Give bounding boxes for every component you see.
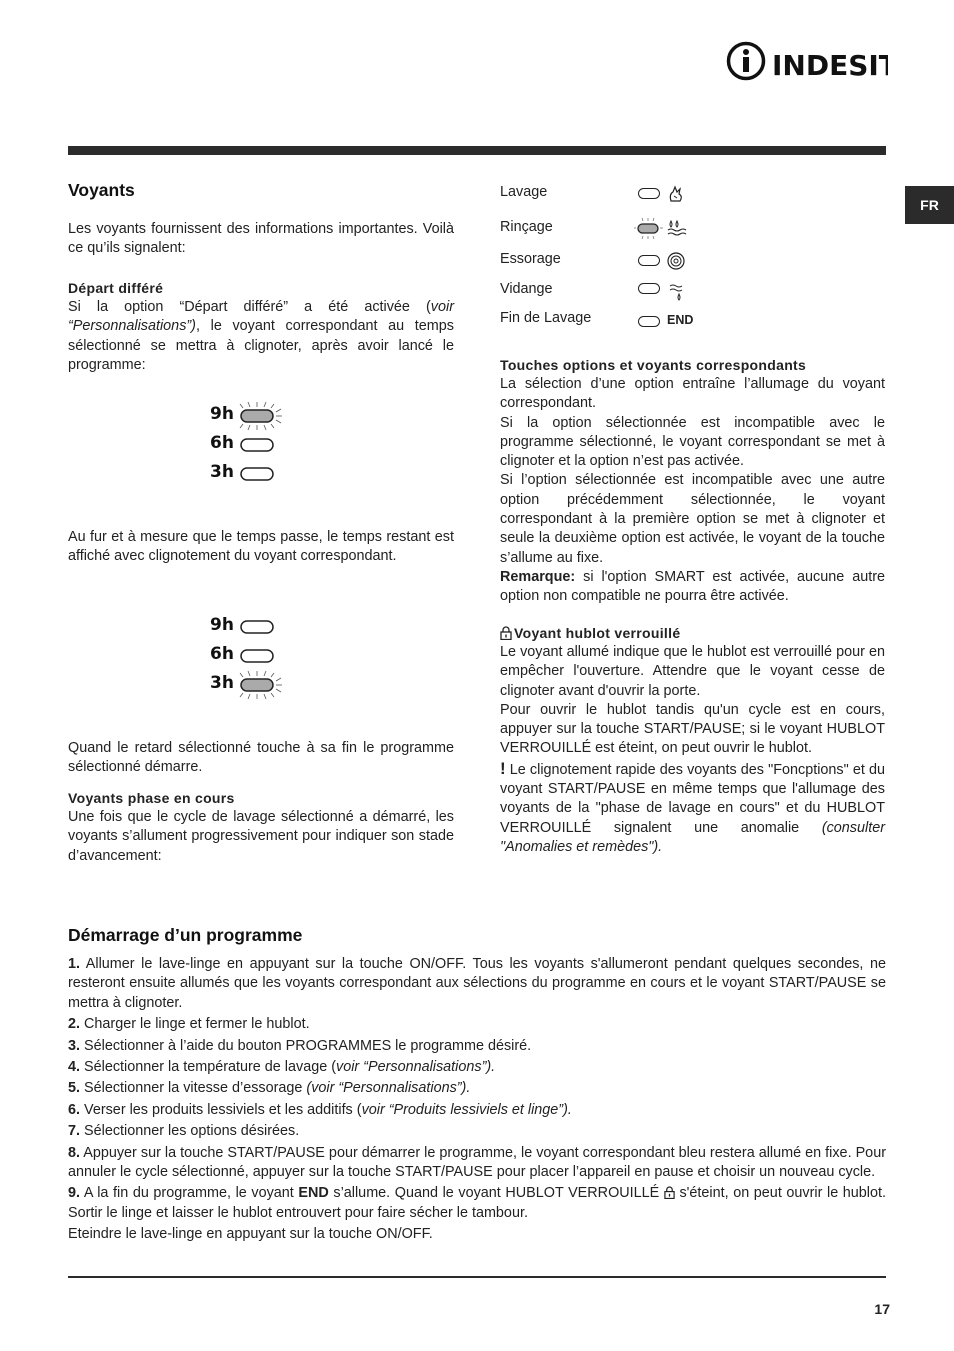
timer-label-6h: 6h: [210, 644, 234, 664]
language-tab: FR: [905, 186, 954, 224]
demarrage-steps: [68, 955, 886, 1245]
subtitle-touches-options: Touches options et voyants correspondants: [500, 357, 807, 373]
voyants-intro: Les voyants fournissent des informations importantes. Voilà ce qu’ils signalent:: [68, 221, 454, 257]
touches-paragraph-2: Si la option sélectionnée est incompatible avec le programme sélectionné, le voyant correspondant se met à clignoter et la option n’est pas activée.: [500, 414, 885, 470]
final-instruction: Eteindre le lave-linge en appuyant sur la touche ON/OFF.: [68, 1226, 433, 1243]
subtitle-voyants-phase: Voyants phase en cours: [68, 790, 235, 806]
step-text: Sélectionner les options désirées.: [84, 1123, 300, 1140]
end-tag: END: [667, 313, 694, 327]
timer-diagram-3h-blinking: [208, 612, 298, 702]
step-text: Sélectionner la température de lavage (: [84, 1059, 336, 1076]
timer-label-9h: 9h: [210, 615, 234, 635]
step-number: 1.: [68, 956, 81, 972]
phase-label: Rinçage: [500, 219, 553, 235]
phase-label: Fin de Lavage: [500, 310, 592, 326]
step-text: Verser les produits lessiviels et les additifs (: [84, 1101, 362, 1118]
warning-icon: !: [500, 758, 506, 778]
phase-row-fin-lavage: [500, 310, 700, 330]
section-title-voyants: Voyants: [68, 180, 135, 200]
step-text: Allumer le lave-linge en appuyant sur la touche ON/OFF. Tous les voyants s'allumeront pendant quelques secondes, ne resteront ensuite allumés que les voyants correspondant aux sélections du programme en cours et le voyant START/PAUSE se mettra à clignoter.: [68, 956, 886, 1011]
timer-leds-icon: [208, 612, 298, 702]
remarque-text: si l'option SMART est activée, aucune autre option non compatible ne pourra être activée.: [500, 568, 885, 605]
step-ref: (voir “Personnalisations”).: [306, 1080, 471, 1097]
phase-row-vidange: [500, 281, 700, 301]
step-number: 6.: [68, 1101, 81, 1118]
warning-text: Le clignotement rapide des voyants des "Foncptions" et du voyant START/PAUSE en même temps que l'allumage des voyants de la "phase de lavage en cours" et du HUBLOT VERROUILLÉ signalent une anomalie: [500, 761, 885, 836]
step-6: [68, 1101, 886, 1120]
lock-icon: [664, 1186, 675, 1199]
step-number: 5.: [68, 1080, 81, 1097]
timer-diagram-9h-blinking: [208, 401, 298, 491]
drain-icon: [666, 281, 688, 303]
step-4: [68, 1058, 886, 1077]
brand-name: INDESIT: [772, 49, 888, 82]
led-indicator: [638, 316, 660, 327]
depart-text-a: Si la option “Départ différé” a été activée (: [68, 299, 431, 315]
led-blinking-icon: [632, 217, 666, 239]
step-text: s’allume. Quand le voyant HUBLOT VERROUILLÉ: [328, 1185, 664, 1202]
step-text: Sélectionner à l’aide du bouton PROGRAMMES le programme désiré.: [84, 1037, 532, 1054]
step-number: 4.: [68, 1059, 81, 1076]
depart-paragraph-2: Au fur et à mesure que le temps passe, le temps restant est affiché avec clignotement du voyant correspondant.: [68, 529, 454, 565]
wash-hand-icon: [666, 184, 686, 204]
touches-remarque: [500, 568, 885, 607]
section-title-demarrage: Démarrage d’un programme: [68, 925, 303, 945]
timer-label-3h: 3h: [210, 462, 234, 482]
page-number: 17: [874, 1301, 890, 1317]
warning-ref: (consulter "Anomalies et remèdes").: [500, 819, 885, 855]
depart-paragraph-1: [68, 298, 454, 375]
phase-paragraph: Une fois que le cycle de lavage sélectionné a démarré, les voyants s’allument progressivement pour indiquer son stade d’avancement:: [68, 809, 454, 864]
indesit-logo-icon: [726, 40, 888, 82]
hublot-title-text: Voyant hublot verrouillé: [514, 625, 681, 641]
subtitle-depart-differe: Départ différé: [68, 280, 164, 296]
led-indicator: [638, 283, 660, 294]
bottom-rule: [68, 1276, 886, 1278]
step-9: [68, 1184, 886, 1223]
touches-paragraph-3: Si l’option sélectionnée est incompatible avec une autre option précédemment sélectionnée, le voyant correspondant à la première option se met à clignoter et seule la deuxième option est activée, le voyant de la touche s’allume au fixe.: [500, 472, 885, 566]
step-number: 3.: [68, 1037, 81, 1054]
led-indicator: [638, 255, 660, 266]
step-number: 9.: [68, 1185, 81, 1202]
step-3: [68, 1037, 886, 1056]
end-label: END: [298, 1185, 329, 1202]
spin-icon: [666, 251, 686, 271]
hublot-block: [500, 643, 885, 857]
phase-label: Essorage: [500, 251, 561, 267]
step-ref: voir “Personnalisations”).: [336, 1059, 496, 1076]
depart-text-ref: voir “Personnalisations”): [68, 299, 454, 335]
step-number: 7.: [68, 1123, 81, 1140]
touches-paragraph-1: La sélection d’une option entraîne l’allumage du voyant correspondant.: [500, 376, 885, 412]
step-text: Charger le linge et fermer le hublot.: [84, 1016, 310, 1033]
lock-icon: [500, 626, 512, 640]
step-text: s'éteint, on peut ouvrir le hublot. Sortir le linge et laisser le hublot entrouvert pour faire sécher le tambour.: [68, 1185, 886, 1221]
depart-text-c: , le voyant correspondant au temps sélectionné se mettra à clignoter, après avoir lancé le programme:: [68, 318, 454, 373]
subtitle-hublot: [500, 625, 885, 641]
step-text: Appuyer sur la touche START/PAUSE pour démarrer le programme, le voyant correspondant bleu restera allumé en fixe. Pour annuler le cycle sélectionné, appuyer sur la touche START/PAUSE pour placer l’appareil en pause et choisir un nouveau cycle.: [68, 1144, 886, 1181]
step-number: 8.: [68, 1144, 81, 1161]
step-8: [68, 1144, 886, 1183]
led-indicator: [638, 188, 660, 199]
touches-block: [500, 375, 885, 607]
timer-leds-icon: [208, 401, 298, 491]
phase-label: Vidange: [500, 281, 553, 297]
step-5: [68, 1079, 886, 1098]
step-1: [68, 955, 886, 1013]
timer-label-3h: 3h: [210, 673, 234, 693]
timer-label-9h: 9h: [210, 404, 234, 424]
phase-row-lavage: [500, 184, 700, 204]
brand-logo: [726, 40, 888, 82]
phase-label: Lavage: [500, 184, 548, 200]
remarque-label: Remarque:: [500, 568, 576, 585]
phase-row-rincage: [500, 219, 700, 239]
step-ref: voir “Produits lessiviels et linge”).: [361, 1101, 572, 1118]
timer-label-6h: 6h: [210, 433, 234, 453]
step-text: A la fin du programme, le voyant: [83, 1185, 299, 1202]
top-rule: [68, 146, 886, 155]
hublot-paragraph-2: Pour ouvrir le hublot tandis qu'un cycle est en cours, appuyer sur la touche START/PAUSE; si le voyant HUBLOT VERROUILLÉ est éteint, on peut ouvrir le hublot.: [500, 701, 885, 757]
step-number: 2.: [68, 1016, 81, 1033]
hublot-warning: [500, 759, 885, 857]
step-7: [68, 1122, 886, 1141]
phase-row-essorage: [500, 251, 700, 271]
hublot-paragraph-1: Le voyant allumé indique que le hublot est verrouillé pour en empêcher l'ouverture. Attendre que le voyant cesse de clignoter avant d'ouvrir la porte.: [500, 644, 885, 699]
depart-paragraph-3: Quand le retard sélectionné touche à sa fin le programme sélectionné démarre.: [68, 740, 454, 776]
step-text: Sélectionner la vitesse d’essorage: [84, 1080, 307, 1097]
step-2: [68, 1015, 886, 1034]
rinse-icon: [666, 219, 688, 239]
